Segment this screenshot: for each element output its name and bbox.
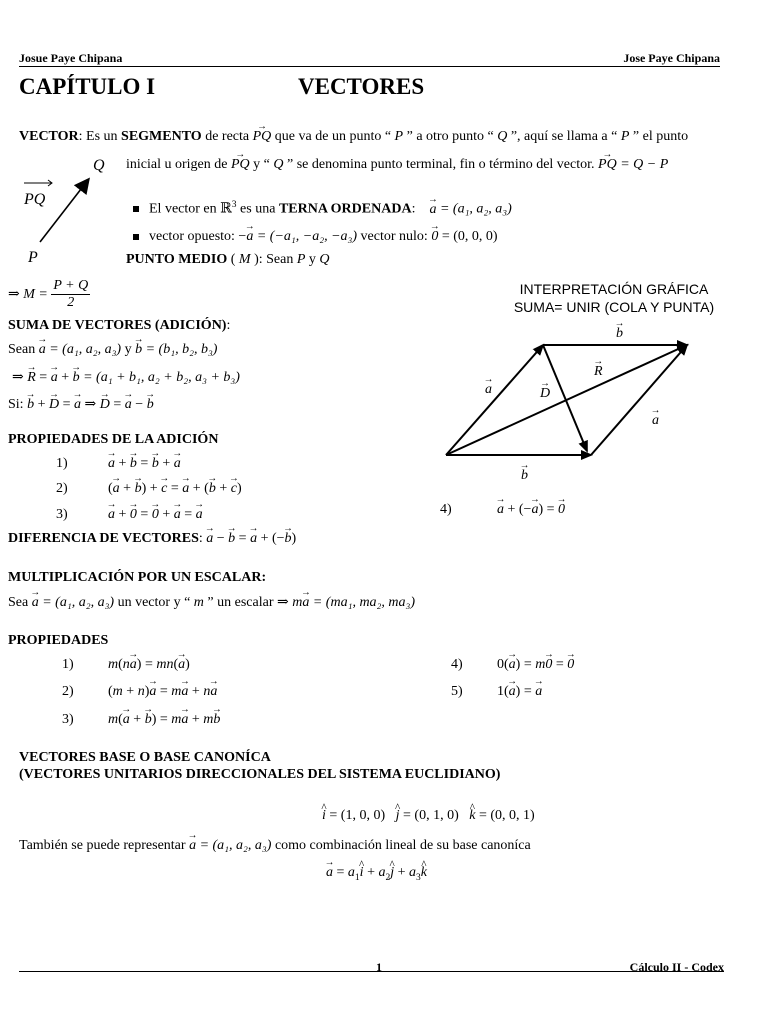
bullet-opuesto-nulo: vector opuesto: −→ a = (−a₁, −a₂, −a₃) vector nulo: → 0 = (0, 0, 0) [133, 229, 498, 245]
pq-vector: → PQ [598, 157, 617, 173]
point-q: Q [319, 252, 330, 267]
formula-lhs: ⇒ M = [8, 286, 52, 302]
text: Si: [8, 397, 28, 412]
text: y “ [249, 157, 274, 172]
header-author-right: Jose Paye Chipana [623, 51, 720, 65]
fig-p-label: P [28, 249, 38, 266]
bullet-marker [133, 234, 139, 240]
text: ” el punto [629, 129, 689, 144]
ma-components: = (ma₁, ma₂, ma₃) [309, 595, 416, 610]
text: : [226, 318, 231, 333]
text: → R [594, 364, 603, 380]
vector-definition-line1 [19, 129, 688, 145]
text: ” un escalar ⇒ [203, 595, 293, 610]
propiedades-title: PROPIEDADES [8, 633, 109, 648]
punto-medio-formula [8, 278, 90, 311]
prop-formula-3: m(→ a + → b) = m→ a + m→ b [108, 712, 220, 728]
segmento-term: SEGMENTO [121, 129, 202, 144]
point-m: M [238, 252, 251, 267]
vector-a-left [446, 345, 543, 455]
text: → a [485, 382, 492, 398]
text: un vector y “ [114, 595, 194, 610]
text: ): Sean [250, 252, 297, 267]
header-rule [19, 66, 720, 67]
r-components: = (a₁ + b₁, a₂ + b₂, a₃ + b₃) [79, 370, 240, 385]
text: ( [227, 252, 239, 267]
text: También se puede representar [19, 838, 190, 853]
footer-rule [19, 971, 724, 972]
fig-q-label: Q [93, 157, 105, 174]
prop-add-formula-1: → a + → b = → b + → a [108, 456, 181, 472]
prop-add-num-3: 3) [56, 507, 68, 522]
figure-title-1: INTERPRETACIÓN GRÁFICA [519, 281, 709, 297]
prop-num-4: 4) [451, 657, 463, 672]
fig-label-a-right [652, 413, 659, 429]
base-combination-formula: → $a = a_1\^{}$ $i + a_2\^{}$ $j + a_3\^{}$ k [326, 865, 427, 883]
prop-formula-1: m(n→ a) = mn(→ a) [108, 657, 190, 673]
pq-equation: = Q − P [616, 157, 669, 172]
bullet-terna-ordenada: El vector en ℝ$^3$ es una TERNA ORDENADA: → a = (a₁, a₂, a₃) [133, 200, 512, 218]
text: inicial u origen de [126, 157, 231, 172]
prop-formula-5: 1(→ a) = → a [497, 684, 542, 700]
propiedades-adicion-title: PROPIEDADES DE LA ADICIÓN [8, 432, 219, 447]
chapter-title: CAPÍTULO I [19, 74, 156, 99]
base-unit-vectors: ^ i = (1, 0, 0) ^ j = (0, 1, 0) ^ k = (0, 0, 1) [322, 808, 535, 824]
topic-title: VECTORES [298, 74, 425, 99]
suma-line3: Si: → b + → D = → a ⇒ → D = → a − → b [8, 396, 154, 413]
text: Sean [8, 342, 39, 357]
text: ⇒ [12, 370, 28, 385]
base-title-1: VECTORES BASE O BASE CANONÍCA [19, 750, 271, 765]
parallelogram-figure [430, 318, 730, 490]
prop-num-3: 3) [62, 712, 74, 727]
text: vector opuesto: − [149, 229, 247, 244]
prop-formula-2: (m + n)→ a = m→ a + n→ a [108, 684, 217, 700]
header-author-left: Josue Paye Chipana [19, 51, 123, 65]
point-p: P [620, 129, 630, 144]
text: → D [540, 386, 550, 402]
b-components: = (b₁, b₂, b₃) [142, 342, 218, 357]
text: Sea [8, 595, 32, 610]
diferencia-line: DIFERENCIA DE VECTORES: → a − → b = → a + (−→ b) [8, 531, 296, 547]
text: → a [652, 413, 659, 429]
text: ” se denomina punto terminal, fin o término del vector. [283, 157, 599, 172]
page-number: 1 [376, 960, 382, 974]
point-p: P [296, 252, 306, 267]
vector-term: VECTOR [19, 129, 79, 144]
null-components: = (0, 0, 0) [438, 229, 498, 244]
vector-definition-line2 [126, 157, 668, 173]
terna-ordenada-term: TERNA ORDENADA [278, 201, 412, 217]
text: es una [236, 201, 279, 217]
text: : [411, 201, 416, 217]
pq-arrow-figure [14, 150, 124, 268]
a-components: = (a₁, a₂, a₃) [436, 201, 512, 217]
prop-add-num-4: 4) [440, 502, 452, 517]
point-q: Q [273, 157, 284, 172]
prop-add-num-1: 1) [56, 456, 68, 471]
scalar-m: m [193, 595, 204, 610]
pq-vector: → PQ [253, 129, 272, 145]
a-components: = (a₁, a₂, a₃) [196, 838, 272, 853]
a-components: = (a₁, a₂, a₃) [45, 342, 122, 357]
footer-course: Cálculo II - Codex [629, 960, 724, 974]
punto-medio-line [126, 252, 330, 268]
text: → b [521, 468, 528, 484]
text: y [305, 252, 320, 267]
escalar-title: MULTIPLICACIÓN POR UN ESCALAR: [8, 570, 267, 585]
fraction [51, 278, 90, 311]
point-p: P [394, 129, 404, 144]
prop-num-1: 1) [62, 657, 74, 672]
suma-line1: Sean → a = (a₁, a₂, a₃) y → b = (b₁, b₂, b₃) [8, 342, 217, 358]
fig-label-r [594, 364, 603, 380]
figure-title-2: SUMA= UNIR (COLA Y PUNTA) [513, 299, 715, 315]
suma-title [8, 318, 230, 334]
suma-heading: SUMA DE VECTORES (ADICIÓN) [8, 318, 227, 333]
superscript: 3 [231, 200, 237, 210]
prop-add-num-2: 2) [56, 481, 68, 496]
punto-medio-term: PUNTO MEDIO [126, 252, 228, 267]
text: de recta [201, 129, 253, 144]
pq-vector: → PQ [231, 157, 250, 173]
point-q: Q [497, 129, 508, 144]
text: : Es un [78, 129, 122, 144]
text: vector nulo: [357, 229, 432, 244]
fig-label-d [540, 386, 550, 402]
prop-add-formula-4: → a + (−→ a) = → 0 [497, 502, 565, 518]
pq-arrow [40, 180, 88, 242]
base-title-2: (VECTORES UNITARIOS DIRECCIONALES DEL SISTEMA EUCLIDIANO) [19, 767, 501, 782]
prop-formula-4: 0(→ a) = m→ 0 = → 0 [497, 657, 574, 673]
bullet-marker [133, 206, 139, 212]
base-combination-text: También se puede representar → a = (a₁, a₂, a₃) como combinación lineal de su base canoníca [19, 838, 531, 854]
real-set-symbol: ℝ [220, 201, 232, 217]
text: y [121, 342, 136, 357]
vector-a-right [591, 345, 687, 455]
text: ”, aquí se llama a “ [507, 129, 621, 144]
prop-add-formula-2: (→ a + → b) + → c = → a + (→ b + → c) [108, 481, 242, 497]
a-components: = (a₁, a₂, a₃) [38, 595, 115, 610]
escalar-line: Sea → a = (a₁, a₂, a₃) un vector y “ m ” un escalar ⇒ m→ a = (ma₁, ma₂, ma₃) [8, 594, 415, 611]
text: : [198, 531, 203, 546]
suma-line2: ⇒ → R = → a + → b = (a₁ + b₁, a₂ + b₂, a₃ + b₃) [12, 369, 240, 386]
opposite-components: = (−a₁, −a₂, −a₃) [253, 229, 358, 244]
numerator: P + Q [51, 278, 90, 295]
fig-label-b-bottom [521, 468, 528, 484]
diferencia-heading: DIFERENCIA DE VECTORES [8, 531, 199, 546]
denominator: 2 [67, 295, 75, 311]
text: que va de un punto “ [271, 129, 395, 144]
text: ” a otro punto “ [403, 129, 498, 144]
text: como combinación lineal de su base canoníca [271, 838, 531, 853]
fig-label-a-left [485, 382, 492, 398]
prop-num-5: 5) [451, 684, 463, 699]
fig-pq-label: PQ [24, 191, 46, 208]
fig-label-b-top [616, 326, 623, 342]
prop-add-formula-3: → a + → 0 = → 0 + → a = → a [108, 507, 203, 523]
text: El vector en [149, 201, 221, 217]
text: → b [616, 326, 623, 342]
prop-num-2: 2) [62, 684, 74, 699]
